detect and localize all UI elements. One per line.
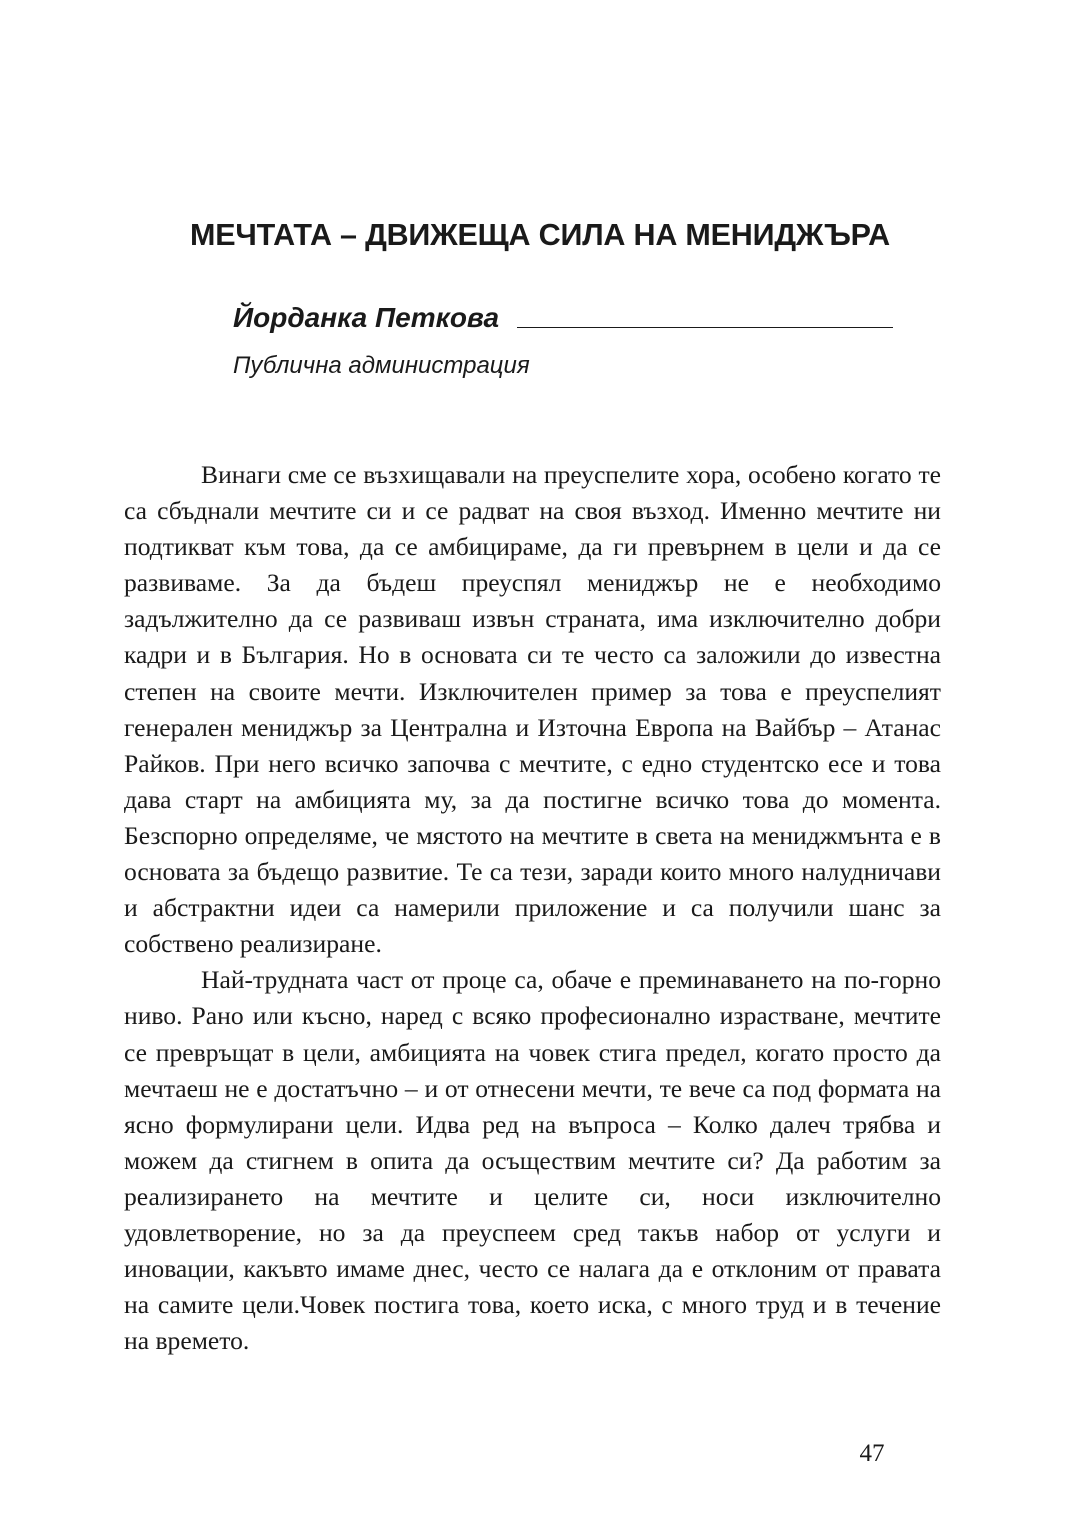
author-divider bbox=[517, 327, 893, 328]
paragraph-2: Най-трудната част от проце са, обаче е преминаването на по-горно ниво. Рано или късно, наред с всяко професионално израстване, мечтите се превръщат в цели, амбицията на човек стига предел, когато просто да мечтаеш не е достатъчно – и от отнесени мечти, те вече са под формата на ясно формулирани цели. Идва ред на въпроса – Колко далеч трябва и можем да стигнем в опита да осъществим мечтите си? Да работим за реализирането на мечтите и целите си, носи изключително удовлетворение, но за да преуспеем сред такъв набор от услуги и иновации, какъвто имаме днес, често се налага да е отклоним от правата на самите цели.Човек постига това, което иска, с много труд и в течение на времето. bbox=[124, 965, 941, 1356]
author-affiliation: Публична администрация bbox=[233, 352, 530, 379]
author-line bbox=[233, 302, 893, 334]
author-name: Йорданка Петкова bbox=[233, 302, 500, 333]
page-number: 47 bbox=[859, 1440, 885, 1467]
article-title: МЕЧТАТА – ДВИЖЕЩА СИЛА НА МЕНИДЖЪРА bbox=[190, 218, 890, 252]
paragraph-1: Винаги сме се възхищавали на преуспелите хора, особено когато те са сбъднали мечтите си и се радват на своя възход. Именно мечтите ни подтикват към това, да се амбицираме, да ги превърнем в цели и да се развиваме. За да бъдеш преуспял мениджър не е необходимо задължително да се развиваш извън страната, има изключително добри кадри и в България. Но в основата си те често са заложили до известна степен на своите мечти. Изключителен пример за това е преуспелият генерален мениджър за Централна и Източна Европа на Вайбър – Атанас Райков. При него всичко започва с мечтите, с едно студентско есе и това дава старт на амбицията му, за да постигне всичко това до момента. Безспорно определяме, че мястото на мечтите в света на мениджмънта е в основата за бъдещо развитие. Те са тези, заради които много налудничави и абстрактни идеи са намерили приложение и са получили шанс за собствено реализиране. bbox=[124, 460, 941, 959]
article-body bbox=[124, 457, 941, 1359]
